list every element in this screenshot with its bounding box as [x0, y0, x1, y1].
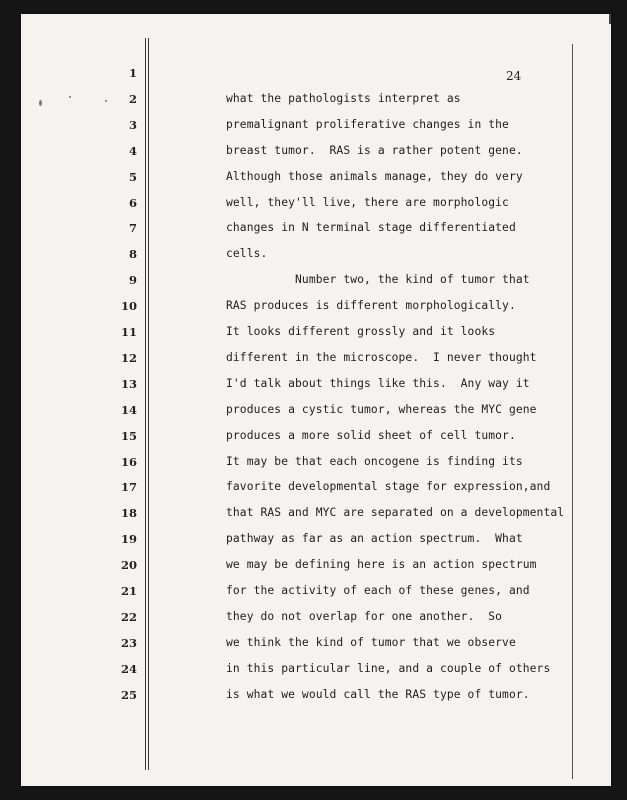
line-number: 12 [120, 350, 137, 365]
paper-speck [69, 96, 71, 98]
line-number: 22 [120, 609, 137, 624]
line-number: 6 [128, 195, 137, 210]
transcript-line: RAS produces is different morphologically. [226, 299, 516, 313]
transcript-line: that RAS and MYC are separated on a developmental [226, 506, 565, 520]
line-number: 2 [128, 91, 137, 106]
line-number: 13 [120, 376, 137, 391]
transcript-line: cells. [226, 247, 268, 261]
transcript-line: pathway as far as an action spectrum. What [226, 532, 523, 546]
transcript-line: breast tumor. RAS is a rather potent gene. [226, 143, 523, 157]
transcript-line: favorite developmental stage for expression,and [226, 480, 551, 494]
transcript-line: in this particular line, and a couple of others [226, 661, 551, 675]
line-number: 9 [128, 273, 137, 288]
line-number: 14 [120, 402, 137, 417]
corner-mark [599, 14, 611, 24]
line-number: 4 [128, 143, 137, 158]
transcript-line: produces a more solid sheet of cell tumor. [226, 428, 516, 442]
line-number: 10 [120, 299, 137, 314]
transcript-line: well, they'll live, there are morphologic [226, 195, 509, 209]
line-number: 3 [128, 117, 137, 132]
line-number: 20 [120, 558, 137, 573]
left-margin-rule [145, 38, 146, 770]
line-number: 21 [120, 584, 137, 598]
right-margin-rule [572, 44, 573, 779]
transcript-line: different in the microscope. I never thought [226, 350, 537, 364]
transcript-line: Number two, the kind of tumor that [226, 273, 530, 287]
transcript-line: premalignant proliferative changes in the [226, 117, 509, 131]
transcript-line: changes in N terminal stage differentiated [226, 221, 516, 235]
transcript-line: we may be defining here is an action spectrum [226, 558, 537, 572]
line-number: 17 [120, 480, 137, 495]
line-number: 15 [120, 428, 137, 443]
transcript-line: I'd talk about things like this. Any way it [226, 376, 530, 390]
left-margin-rule-inner [148, 38, 149, 770]
line-number: 5 [128, 169, 137, 184]
line-number: 1 [128, 66, 137, 80]
line-number: 11 [120, 325, 137, 339]
transcript-line: It may be that each oncogene is finding its [226, 454, 523, 468]
transcript-line: they do not overlap for one another. So [226, 609, 503, 623]
line-number: 7 [128, 221, 137, 236]
line-number: 24 [120, 661, 137, 676]
transcript-line: we think the kind of tumor that we observe [226, 635, 516, 649]
transcript-line: is what we would call the RAS type of tumor. [226, 687, 530, 701]
paper-speck [39, 100, 42, 106]
transcript-line: Although those animals manage, they do very [226, 169, 523, 183]
line-number: 25 [120, 687, 137, 702]
transcript-line: for the activity of each of these genes, and [226, 584, 530, 597]
transcript-page [21, 14, 611, 786]
line-number: 16 [120, 454, 137, 469]
page-number: 24 [506, 69, 522, 83]
transcript-line: what the pathologists interpret as [226, 91, 461, 105]
paper-speck [105, 100, 107, 102]
line-number: 23 [120, 635, 137, 650]
line-number: 18 [120, 506, 137, 521]
transcript-line: It looks different grossly and it looks [226, 325, 496, 338]
line-number: 19 [120, 532, 137, 547]
line-number: 8 [128, 247, 137, 262]
transcript-line: produces a cystic tumor, whereas the MYC gene [226, 402, 537, 416]
